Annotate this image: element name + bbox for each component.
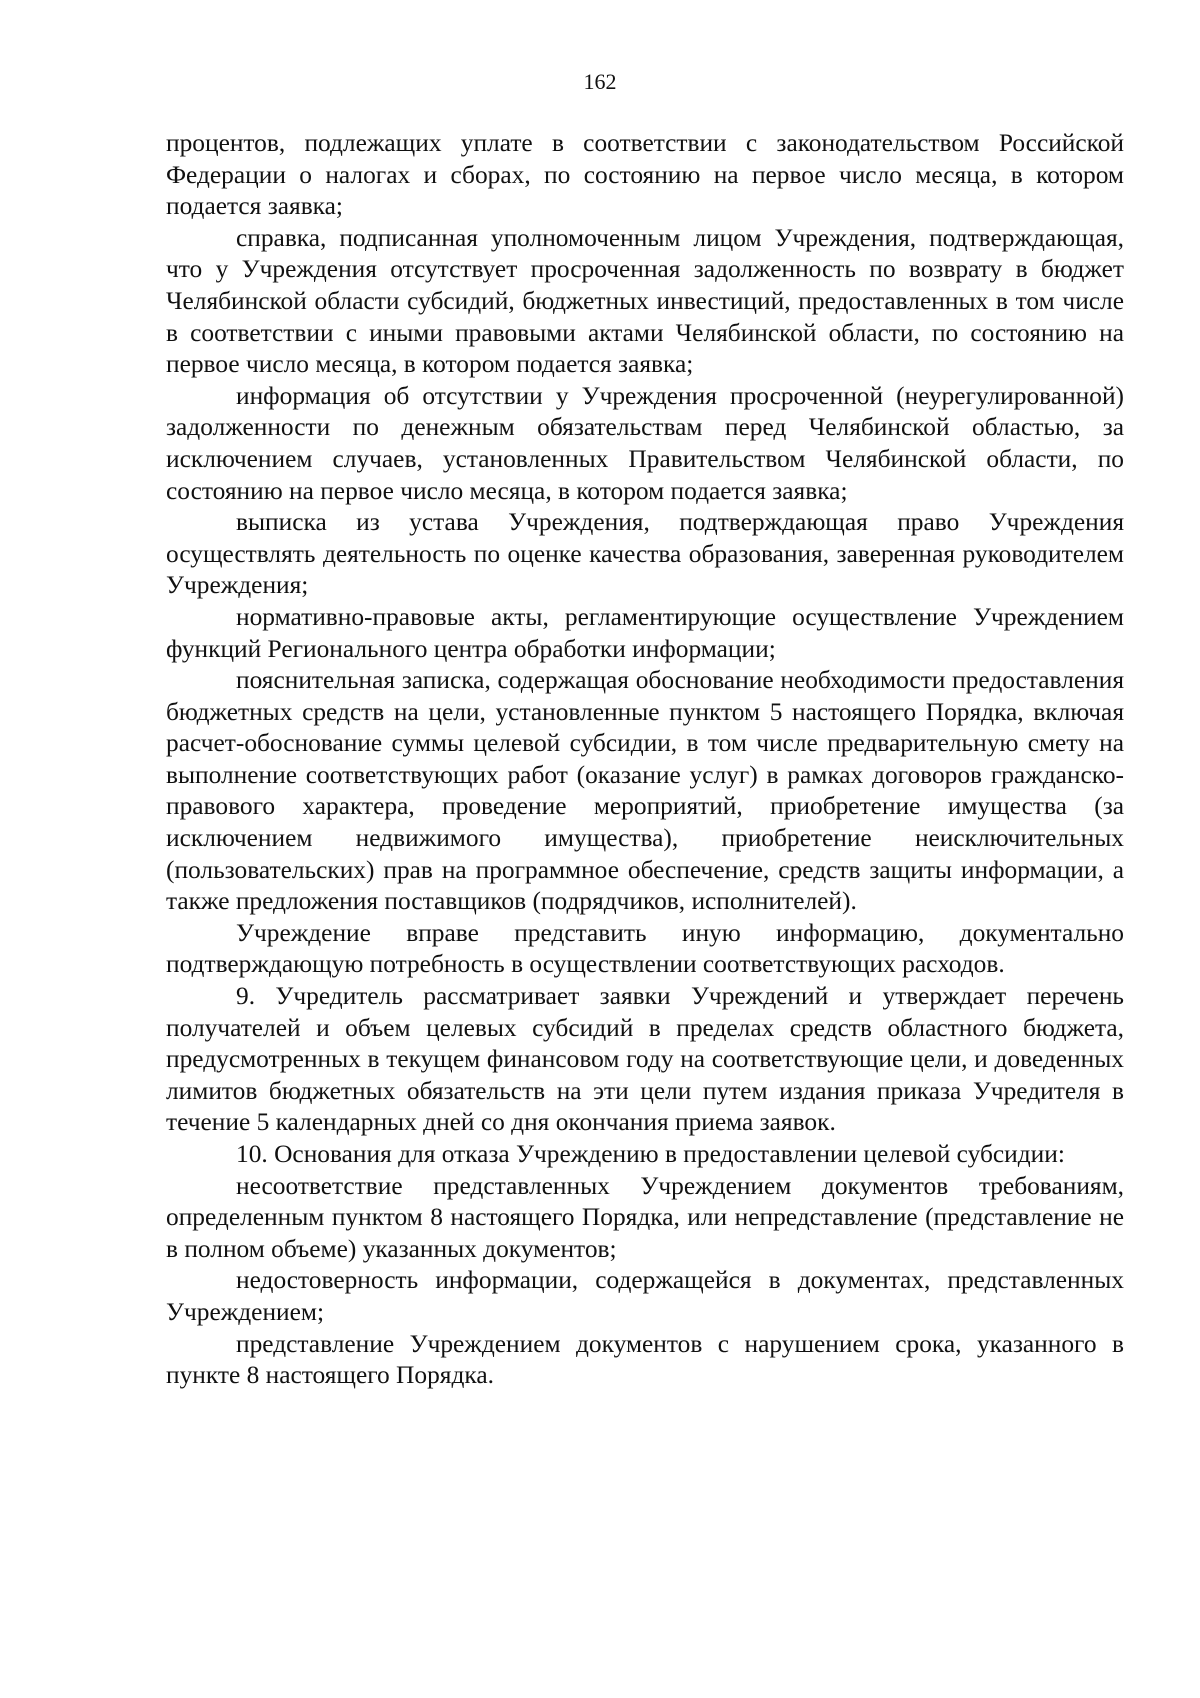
paragraph-11: недостоверность информации, содержащейся в документах, представленных Учреждением; — [166, 1266, 1124, 1326]
paragraph-1: процентов, подлежащих уплате в соответствии с законодательством Российской Федерации о налогах и сборах, по состоянию на первое число месяца, в котором подается заявка; — [166, 129, 1124, 221]
paragraph-10: несоответствие представленных Учреждением документов требованиям, определенным пунктом 8 настоящего Порядка, или непредставление (представление не в полном объеме) указанных документов; — [166, 1171, 1124, 1263]
document-body — [166, 128, 1124, 1392]
paragraph-6: пояснительная записка, содержащая обоснование необходимости предоставления бюджетных средств на цели, установленные пунктом 5 настоящего Порядка, включая расчет-обоснование суммы целевой субсидии, в том числе предварительную смету на выполнение соответствующих работ (оказание услуг) в рамках договоров гражданско-правового характера, проведение мероприятий, приобретение имущества (за исключением недвижимого имущества), приобретение неисключительных (пользовательских) прав на программное обеспечение, средств защиты информации, а также предложения поставщиков (подрядчиков, исполнителей). — [166, 666, 1124, 916]
paragraph-8: 9. Учредитель рассматривает заявки Учреждений и утверждает перечень получателей и объем целевых субсидий в пределах средств областного бюджета, предусмотренных в текущем финансовом году на соответствующие цели, и доведенных лимитов бюджетных обязательств на эти цели путем издания приказа Учредителя в течение 5 календарных дней со дня окончания приема заявок. — [166, 982, 1124, 1137]
paragraph-5: нормативно-правовые акты, регламентирующие осуществление Учреждением функций Регионального центра обработки информации; — [166, 602, 1124, 663]
paragraph-12: представление Учреждением документов с нарушением срока, указанного в пункте 8 настоящего Порядка. — [166, 1329, 1124, 1390]
paragraph-7: Учреждение вправе представить иную информацию, документально подтверждающую потребность в осуществлении соответствующих расходов. — [166, 918, 1124, 979]
paragraph-9: 10. Основания для отказа Учреждению в предоставлении целевой субсидии: — [236, 1140, 1065, 1168]
page-number: 162 — [583, 69, 617, 94]
paragraph-2: справка, подписанная уполномоченным лицом Учреждения, подтверждающая, что у Учреждения отсутствует просроченная задолженность по возврату в бюджет Челябинской области субсидий, бюджетных инвестиций, предоставленных в том числе в соответствии с иными правовыми актами Челябинской области, по состоянию на первое число месяца, в котором подается заявка; — [166, 223, 1124, 379]
paragraph-4: выписка из устава Учреждения, подтверждающая право Учреждения осуществлять деятельность по оценке качества образования, заверенная руководителем Учреждения; — [166, 508, 1124, 600]
paragraph-3: информация об отсутствии у Учреждения просроченной (неурегулированной) задолженности по денежным обязательствам перед Челябинской областью, за исключением случаев, установленных Правительством Челябинской области, по состоянию на первое число месяца, в котором подается заявка; — [166, 381, 1124, 505]
